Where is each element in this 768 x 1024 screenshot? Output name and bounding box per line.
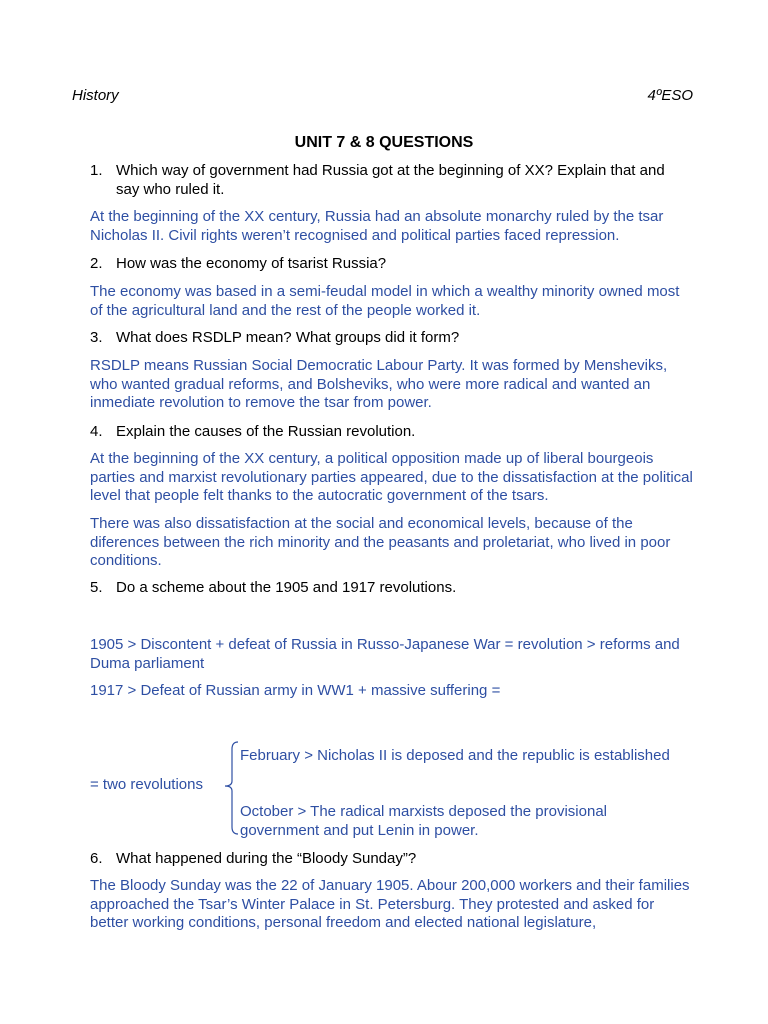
- question-text: Which way of government had Russia got at the beginning of XX? Explain that and say who ruled it.: [116, 162, 665, 198]
- question-text: What happened during the “Bloody Sunday”?: [116, 850, 417, 867]
- scheme-october: October > The radical marxists deposed the provisional government and put Lenin in power.: [240, 803, 607, 839]
- question-number: 3.: [90, 329, 103, 346]
- question-4: [90, 423, 690, 442]
- scheme-two-revolutions: = two revolutions: [90, 776, 203, 793]
- question-2: [90, 255, 690, 274]
- answer-4-paragraph-1: At the beginning of the XX century, a political opposition made up of liberal bourgeois parties and marxist revolutionary parties appeared, due to the dissatisfaction at the political level that people felt thanks to the autocratic government of the tsars.: [90, 450, 693, 504]
- question-text: Do a scheme about the 1905 and 1917 revolutions.: [116, 579, 457, 596]
- scheme-february: February > Nicholas II is deposed and the republic is established: [240, 747, 670, 764]
- answer-6: The Bloody Sunday was the 22 of January 1905. Abour 200,000 workers and their families approached the Tsar’s Winter Palace in St. Petersburg. They protested and asked for better working conditions, personal freedom and elected national legislature,: [90, 877, 690, 931]
- scheme-1917: 1917 > Defeat of Russian army in WW1 + massive suffering =: [90, 682, 501, 699]
- document-title: UNIT 7 & 8 QUESTIONS: [294, 134, 474, 151]
- answer-4-paragraph-2: There was also dissatisfaction at the social and economical levels, because of the diferences between the rich minority and the peasants and proletariat, who lived in poor conditions.: [90, 515, 671, 569]
- question-number: 4.: [90, 423, 103, 440]
- question-number: 2.: [90, 255, 103, 272]
- question-5: [90, 579, 690, 598]
- header-subject: History: [72, 87, 119, 104]
- question-number: 1.: [90, 162, 103, 179]
- header-grade: 4ºESO: [647, 87, 693, 104]
- question-text: What does RSDLP mean? What groups did it form?: [116, 329, 460, 346]
- question-3: [90, 329, 690, 348]
- page-header: [72, 86, 693, 105]
- scheme-1905: 1905 > Discontent + defeat of Russia in Russo-Japanese War = revolution > reforms and Duma parliament: [90, 636, 680, 672]
- answer-1: At the beginning of the XX century, Russia had an absolute monarchy ruled by the tsar Nicholas II. Civil rights weren’t recognised and political parties faced repression.: [90, 208, 664, 244]
- question-number: 5.: [90, 579, 103, 596]
- question-text: Explain the causes of the Russian revolution.: [116, 423, 416, 440]
- question-1: [90, 162, 690, 199]
- question-6: [90, 850, 690, 869]
- answer-2: The economy was based in a semi-feudal model in which a wealthy minority owned most of the agricultural land and the rest of the people worked it.: [90, 283, 680, 319]
- question-number: 6.: [90, 850, 103, 867]
- answer-3: RSDLP means Russian Social Democratic Labour Party. It was formed by Mensheviks, who wanted gradual reforms, and Bolsheviks, who were more radical and wanted an inmediate revolution to remove the tsar from power.: [90, 357, 668, 411]
- question-text: How was the economy of tsarist Russia?: [116, 255, 387, 272]
